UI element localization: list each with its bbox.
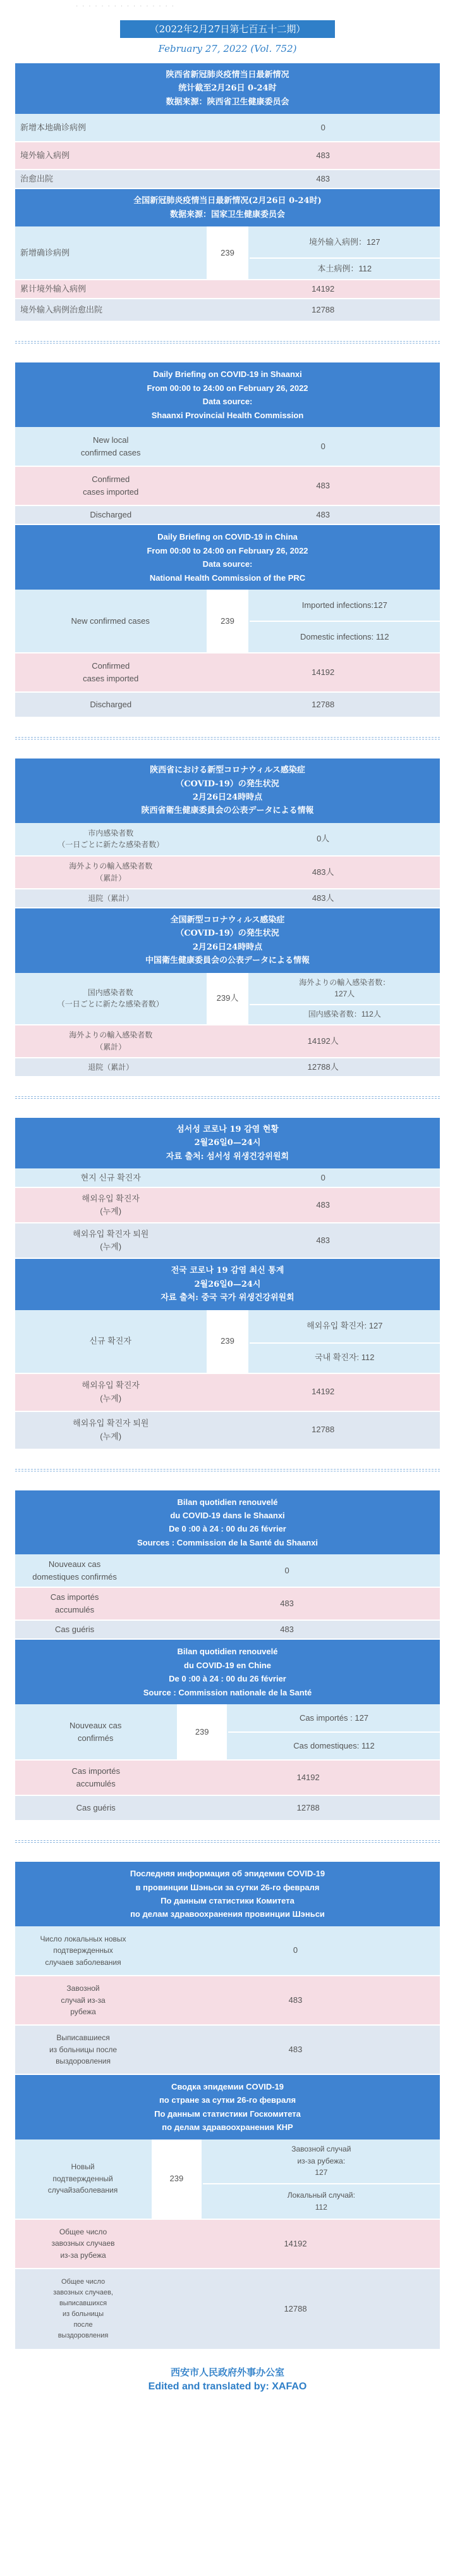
header-line: в провинции Шэньси за сутки 26-го февраля bbox=[135, 1882, 320, 1892]
table-row bbox=[15, 1373, 440, 1411]
footer bbox=[0, 2365, 455, 2393]
section-en bbox=[15, 362, 440, 718]
cum-discharged-value: 12788 bbox=[206, 1411, 440, 1449]
imported-label: Confirmed cases imported bbox=[15, 466, 206, 505]
imported-label: Завозной случай из-за рубежа bbox=[15, 1976, 151, 2025]
header-line: 2月26日24時時点 bbox=[192, 792, 263, 802]
new-label: 신규 확진자 bbox=[15, 1310, 206, 1373]
header-line: по стране за сутки 26-го февраля bbox=[159, 2095, 296, 2105]
discharged-value: 483 bbox=[134, 1620, 440, 1639]
shaanxi-table-kr bbox=[15, 1168, 440, 1259]
discharged-label: Выписавшиеся из больницы после выздоровления bbox=[15, 2025, 151, 2074]
new-label: Nouveaux cas confirmés bbox=[15, 1704, 176, 1760]
china-header-cn bbox=[15, 189, 440, 226]
cum-imported-value: 14192人 bbox=[206, 1025, 440, 1058]
section-ru bbox=[15, 1862, 440, 2350]
section-fr bbox=[15, 1490, 440, 1822]
header-line: 섬서성 코로나 19 감염 현황 bbox=[176, 1124, 279, 1134]
header-line: 数据来源：国家卫生健康委员会 bbox=[169, 209, 285, 220]
discharged-value: 483 bbox=[206, 1223, 440, 1258]
header-line: Bilan quotidien renouvelé bbox=[177, 1647, 278, 1657]
table-row bbox=[15, 1926, 440, 1976]
domestic-sub: Domestic infections: 112 bbox=[249, 621, 440, 653]
cum-discharged-label: Общее число завозных случаев, выписавшихся из больницы после выздоровления bbox=[15, 2269, 151, 2350]
cum-discharged-value: 12788 bbox=[176, 1795, 440, 1821]
table-row bbox=[15, 226, 440, 258]
imported-label: 海外よりの輸入感染者数 （累計） bbox=[15, 856, 206, 889]
table-row bbox=[15, 692, 440, 717]
header-line: 陝西省衛生健康委員会の公表データによる情報 bbox=[141, 806, 314, 816]
header-line: du COVID-19 en Chine bbox=[184, 1660, 271, 1670]
cum-discharged-value: 12788 bbox=[206, 692, 440, 717]
table-row bbox=[15, 1025, 440, 1058]
imported-value: 483 bbox=[134, 1587, 440, 1620]
table-row bbox=[15, 889, 440, 908]
new-value: 239 bbox=[206, 226, 248, 280]
table-row bbox=[15, 653, 440, 692]
table-row bbox=[15, 505, 440, 524]
cum-imported-value: 14192 bbox=[206, 653, 440, 692]
imported-label: 해외유입 확진자 (누계) bbox=[15, 1187, 206, 1223]
header-line: 数据来源：陕西省卫生健康委员会 bbox=[166, 97, 289, 107]
domestic-sub: Локальный случай: 112 bbox=[202, 2184, 440, 2219]
header-line: Shaanxi Provincial Health Commission bbox=[151, 410, 304, 420]
table-row bbox=[15, 466, 440, 505]
cum-imported-label: 해외유입 확진자 (누계) bbox=[15, 1373, 206, 1411]
china-header-jp bbox=[15, 908, 440, 973]
imported-sub: 境外输入病例：127 bbox=[249, 226, 440, 258]
china-table-jp bbox=[15, 973, 440, 1077]
china-table-en bbox=[15, 590, 440, 718]
discharged-label: Cas guéris bbox=[15, 1620, 134, 1639]
china-header-fr bbox=[15, 1640, 440, 1704]
header-line: по делам здравоохранения провинции Шэньси bbox=[130, 1909, 325, 1919]
imported-label: Cas importés accumulés bbox=[15, 1587, 134, 1620]
table-row bbox=[15, 114, 440, 142]
shaanxi-header-cn bbox=[15, 63, 440, 114]
domestic-sub: 국내 확진자: 112 bbox=[249, 1343, 440, 1373]
table-row bbox=[15, 1554, 440, 1587]
cum-discharged-label: Cas guéris bbox=[15, 1795, 176, 1821]
discharged-label: 해외유입 확진자 퇴원 (누계) bbox=[15, 1223, 206, 1258]
header-line: De 0 :00 à 24 : 00 du 26 février bbox=[169, 1674, 286, 1684]
top-decoration: · · · · · · · · · · · · · · · · bbox=[76, 3, 175, 9]
table-row bbox=[15, 1795, 440, 1821]
discharged-value: 483 bbox=[206, 170, 440, 189]
imported-label: 境外输入病例 bbox=[15, 142, 206, 170]
cum-imported-label: Общее число завозных случаев из-за рубежа bbox=[15, 2219, 151, 2269]
header-line: 2월26일0—24시 bbox=[194, 1279, 261, 1289]
new-label: Новый подтвержденный случайзаболевания bbox=[15, 2139, 151, 2219]
imported-value: 483 bbox=[206, 1187, 440, 1223]
footer-credit-en: Edited and translated by: XAFAO bbox=[148, 2381, 307, 2392]
header-line: 전국 코로나 19 감염 최신 통계 bbox=[171, 1266, 284, 1276]
header-line: 자료 출처: 섬서성 위생건강위원회 bbox=[166, 1151, 289, 1161]
table-row bbox=[15, 2219, 440, 2269]
local-value: 0 bbox=[151, 1926, 440, 1976]
header-line: По данным статистики Госкомитета bbox=[154, 2108, 301, 2119]
shaanxi-header-jp bbox=[15, 759, 440, 823]
table-row bbox=[15, 856, 440, 889]
cum-imported-label: 累计境外输入病例 bbox=[15, 280, 206, 299]
issue-date-en: February 27, 2022 (Vol. 752) bbox=[158, 43, 297, 54]
new-value: 239人 bbox=[206, 973, 248, 1025]
table-row bbox=[15, 280, 440, 299]
cum-discharged-label: 退院（累計） bbox=[15, 1058, 206, 1077]
domestic-sub: Cas domestiques: 112 bbox=[228, 1732, 440, 1760]
shaanxi-header-kr bbox=[15, 1118, 440, 1168]
table-row bbox=[15, 299, 440, 321]
table-row bbox=[15, 1187, 440, 1223]
imported-sub: Cas importés : 127 bbox=[228, 1704, 440, 1732]
table-row bbox=[15, 590, 440, 621]
table-row bbox=[15, 1620, 440, 1639]
local-value: 0 bbox=[206, 1168, 440, 1187]
new-label: 国内感染者数 （一日ごとに新たな感染者数） bbox=[15, 973, 206, 1025]
new-value: 239 bbox=[176, 1704, 228, 1760]
table-row bbox=[15, 2139, 440, 2184]
cum-discharged-value: 12788人 bbox=[206, 1058, 440, 1077]
imported-sub: Imported infections:127 bbox=[249, 590, 440, 621]
header-line: De 0 :00 à 24 : 00 du 26 février bbox=[169, 1524, 286, 1534]
header-line: From 00:00 to 24:00 on February 26, 2022 bbox=[147, 383, 308, 393]
local-value: 0 bbox=[206, 114, 440, 142]
new-label: New confirmed cases bbox=[15, 590, 206, 653]
header-line: 全国新冠肺炎疫情当日最新情况(2月26日 0-24时) bbox=[133, 196, 322, 206]
imported-value: 483 bbox=[151, 1976, 440, 2025]
header-line: 자료 출처: 중국 국가 위생건강위원회 bbox=[161, 1293, 294, 1303]
table-row bbox=[15, 1058, 440, 1077]
header-line: Daily Briefing on COVID-19 in Shaanxi bbox=[153, 369, 302, 380]
header-line: Data source: bbox=[202, 397, 253, 407]
local-value: 0 bbox=[206, 427, 440, 466]
header-line: National Health Commission of the PRC bbox=[149, 573, 306, 583]
header-line: 中国衛生健康委員会の公表データによる情報 bbox=[145, 956, 310, 966]
shaanxi-header-en bbox=[15, 362, 440, 427]
header-line: 统计截至2月26日 0-24时 bbox=[178, 84, 277, 94]
header-line: Sources : Commission de la Santé du Shaanxi bbox=[136, 1537, 318, 1547]
table-row bbox=[15, 142, 440, 170]
cum-discharged-value: 12788 bbox=[151, 2269, 440, 2350]
header-line: 全国新型コロナウィルス感染症 bbox=[170, 915, 285, 925]
cum-imported-value: 14192 bbox=[176, 1760, 440, 1795]
table-row bbox=[15, 2025, 440, 2074]
local-value: 0 bbox=[134, 1554, 440, 1587]
table-row bbox=[15, 1587, 440, 1620]
china-table-ru bbox=[15, 2139, 440, 2350]
new-label: 新增确诊病例 bbox=[15, 226, 206, 280]
local-value: 0人 bbox=[206, 823, 440, 856]
shaanxi-header-fr bbox=[15, 1490, 440, 1555]
header-line: 2月26日24時時点 bbox=[192, 942, 263, 952]
local-label: 市内感染者数 （一日ごとに新たな感染者数） bbox=[15, 823, 206, 856]
cum-discharged-value: 12788 bbox=[206, 299, 440, 321]
shaanxi-header-ru bbox=[15, 1862, 440, 1926]
header-line: 2월26일0—24시 bbox=[194, 1138, 261, 1148]
shaanxi-table-cn bbox=[15, 114, 440, 189]
table-row bbox=[15, 973, 440, 1005]
header-line: по делам здравоохранения КНР bbox=[162, 2122, 293, 2133]
new-value: 239 bbox=[206, 1310, 248, 1373]
imported-value: 483 bbox=[206, 466, 440, 505]
discharged-label: 治愈出院 bbox=[15, 170, 206, 189]
cum-imported-label: Confirmed cases imported bbox=[15, 653, 206, 692]
imported-sub: 海外よりの輸入感染者数： 127人 bbox=[249, 973, 440, 1005]
discharged-label: 退院（累計） bbox=[15, 889, 206, 908]
header-line: Сводка эпидемии COVID-19 bbox=[171, 2081, 284, 2091]
cum-imported-value: 14192 bbox=[206, 1373, 440, 1411]
cum-discharged-label: 해외유입 확진자 퇴원 (누계) bbox=[15, 1411, 206, 1449]
domestic-sub: 国内感染者数：112人 bbox=[249, 1005, 440, 1025]
china-table-kr bbox=[15, 1310, 440, 1450]
table-row bbox=[15, 1976, 440, 2025]
imported-sub: Завозной случай из-за рубежа: 127 bbox=[202, 2139, 440, 2184]
cum-discharged-label: 境外输入病例治愈出院 bbox=[15, 299, 206, 321]
header-line: Daily Briefing on COVID-19 in China bbox=[157, 532, 298, 542]
section-jp bbox=[15, 759, 440, 1077]
footer-org-cn: 西安市人民政府外事办公室 bbox=[170, 2366, 284, 2378]
table-row bbox=[15, 1760, 440, 1795]
table-row bbox=[15, 427, 440, 466]
table-row bbox=[15, 823, 440, 856]
header-line: Bilan quotidien renouvelé bbox=[177, 1497, 278, 1507]
imported-value: 483 bbox=[206, 142, 440, 170]
discharged-value: 483 bbox=[151, 2025, 440, 2074]
header-line: Source : Commission nationale de la Santé bbox=[143, 1687, 312, 1697]
shaanxi-table-jp bbox=[15, 823, 440, 908]
header-line: Последняя информация об эпидемии COVID-19 bbox=[130, 1869, 325, 1879]
header-line: Data source: bbox=[202, 559, 253, 569]
table-row bbox=[15, 1223, 440, 1258]
shaanxi-table-ru bbox=[15, 1926, 440, 2075]
cum-imported-value: 14192 bbox=[206, 280, 440, 299]
shaanxi-table-en bbox=[15, 427, 440, 525]
table-row bbox=[15, 170, 440, 189]
china-header-en bbox=[15, 525, 440, 590]
cum-imported-label: Cas importés accumulés bbox=[15, 1760, 176, 1795]
cum-discharged-label: Discharged bbox=[15, 692, 206, 717]
domestic-sub: 本土病例：112 bbox=[249, 258, 440, 280]
table-row bbox=[15, 1411, 440, 1449]
local-label: Nouveaux cas domestiques confirmés bbox=[15, 1554, 134, 1587]
header-line: По данным статистики Комитета bbox=[161, 1896, 294, 1906]
header-line: （COVID-19）の発生状況 bbox=[176, 779, 279, 789]
discharged-label: Discharged bbox=[15, 505, 206, 524]
header-line: 陕西省新冠肺炎疫情当日最新情况 bbox=[166, 70, 289, 80]
table-row bbox=[15, 1310, 440, 1343]
header-line: （COVID-19）の発生状況 bbox=[176, 929, 279, 939]
china-table-cn bbox=[15, 226, 440, 322]
local-label: 현지 신규 확진자 bbox=[15, 1168, 206, 1187]
header-line: 陝西省における新型コロナウィルス感染症 bbox=[150, 765, 305, 776]
table-row bbox=[15, 1704, 440, 1732]
local-label: Число локальных новых подтвержденных случаев заболевания bbox=[15, 1926, 151, 1976]
imported-sub: 해외유입 확진자: 127 bbox=[249, 1310, 440, 1343]
local-label: 新增本地确诊病例 bbox=[15, 114, 206, 142]
cum-imported-label: 海外よりの輸入感染者数 （累計） bbox=[15, 1025, 206, 1058]
discharged-value: 483 bbox=[206, 505, 440, 524]
table-row bbox=[15, 2269, 440, 2350]
china-header-kr bbox=[15, 1259, 440, 1310]
section-cn bbox=[15, 63, 440, 322]
new-value: 239 bbox=[151, 2139, 202, 2219]
imported-value: 483人 bbox=[206, 856, 440, 889]
china-header-ru bbox=[15, 2075, 440, 2139]
local-label: New local confirmed cases bbox=[15, 427, 206, 466]
new-value: 239 bbox=[206, 590, 248, 653]
table-row bbox=[15, 1168, 440, 1187]
discharged-value: 483人 bbox=[206, 889, 440, 908]
top-strip bbox=[0, 0, 455, 20]
china-table-fr bbox=[15, 1704, 440, 1821]
shaanxi-table-fr bbox=[15, 1554, 440, 1640]
issue-banner-cn: （2022年2月27日第七百五十二期） bbox=[120, 20, 335, 38]
header-line: From 00:00 to 24:00 on February 26, 2022 bbox=[147, 545, 308, 555]
section-kr bbox=[15, 1118, 440, 1450]
header-line: du COVID-19 dans le Shaanxi bbox=[170, 1510, 285, 1520]
cum-imported-value: 14192 bbox=[151, 2219, 440, 2269]
